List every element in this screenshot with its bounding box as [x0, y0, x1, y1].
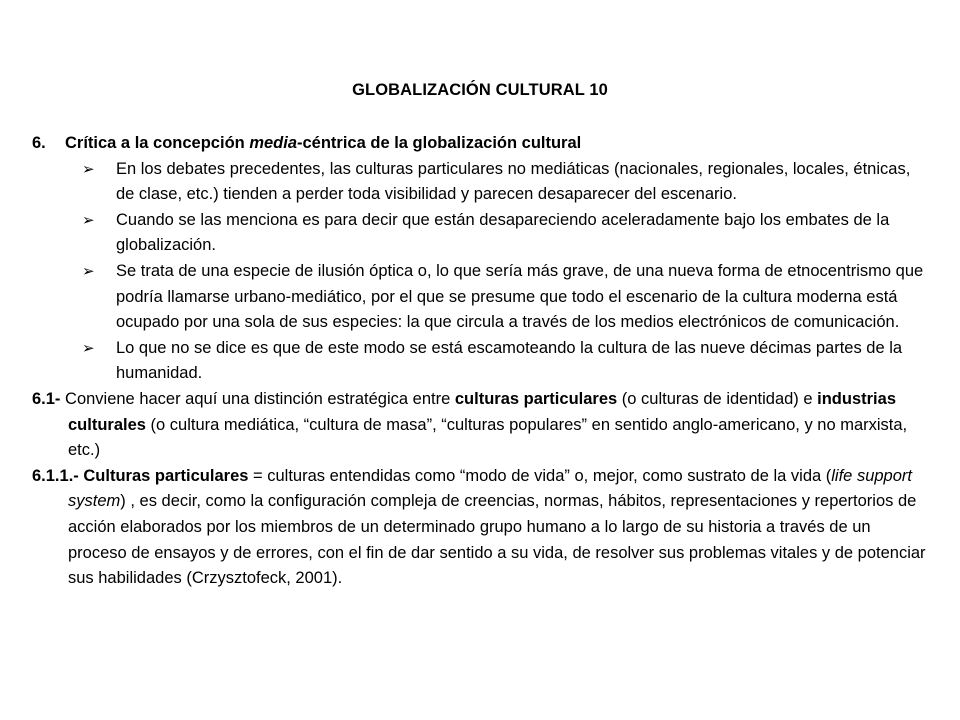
- arrowhead-bullet-icon: ➢: [82, 339, 95, 357]
- list-item: ➢ Lo que no se dice es que de este modo se está escamoteando la cultura de las nueve décimas partes de la humanidad.: [32, 336, 928, 387]
- list-item: ➢ Se trata de una especie de ilusión óptica o, lo que sería más grave, de una nueva forma de etnocentrismo que podría llamarse urbano-mediático, por el que se presume que todo el escenario de la cultura moderna está ocupado por una sola de sus especies: la que circula a través de los medios electrónicos de comunicación.: [32, 259, 928, 336]
- arrowhead-bullet-icon: ➢: [82, 211, 95, 229]
- arrowhead-bullet-icon: ➢: [82, 160, 95, 178]
- arrowhead-bullet-icon: ➢: [82, 262, 95, 280]
- section-title: Crítica a la concepción media-céntrica de la globalización cultural: [65, 134, 582, 152]
- slide-body: [32, 131, 928, 592]
- paragraph-6-1-1: 6.1.1.- Culturas particulares = culturas entendidas como “modo de vida” o, mejor, como sustrato de la vida (life support system) , es decir, como la configuración compleja de creencias, normas, hábitos, representaciones y repertorios de acción elaborados por los miembros de un determinado grupo humano a lo largo de su historia a través de un proceso de ensayos y de errores, con el fin de dar sentido a su vida, de resolver sus problemas vitales y de potenciar sus habilidades (Crzysztofeck, 2001).: [32, 466, 926, 588]
- section-heading-6: [32, 131, 928, 157]
- slide-title: GLOBALIZACIÓN CULTURAL 10: [352, 81, 608, 99]
- list-item: ➢ Cuando se las menciona es para decir que están desapareciendo aceleradamente bajo los embates de la globalización.: [32, 208, 928, 259]
- paragraph-6-1: 6.1- Conviene hacer aquí una distinción estratégica entre culturas particulares (o culturas de identidad) e industrias culturales (o cultura mediática, “cultura de masa”, “culturas populares” en sentido anglo-americano, y no marxista, etc.): [32, 389, 908, 460]
- section-number: 6.: [32, 134, 46, 152]
- list-item: ➢ En los debates precedentes, las culturas particulares no mediáticas (nacionales, regionales, locales, étnicas, de clase, etc.) tienden a perder toda visibilidad y parecen desaparecer del escenario.: [32, 157, 928, 208]
- bullet-list: [32, 157, 928, 387]
